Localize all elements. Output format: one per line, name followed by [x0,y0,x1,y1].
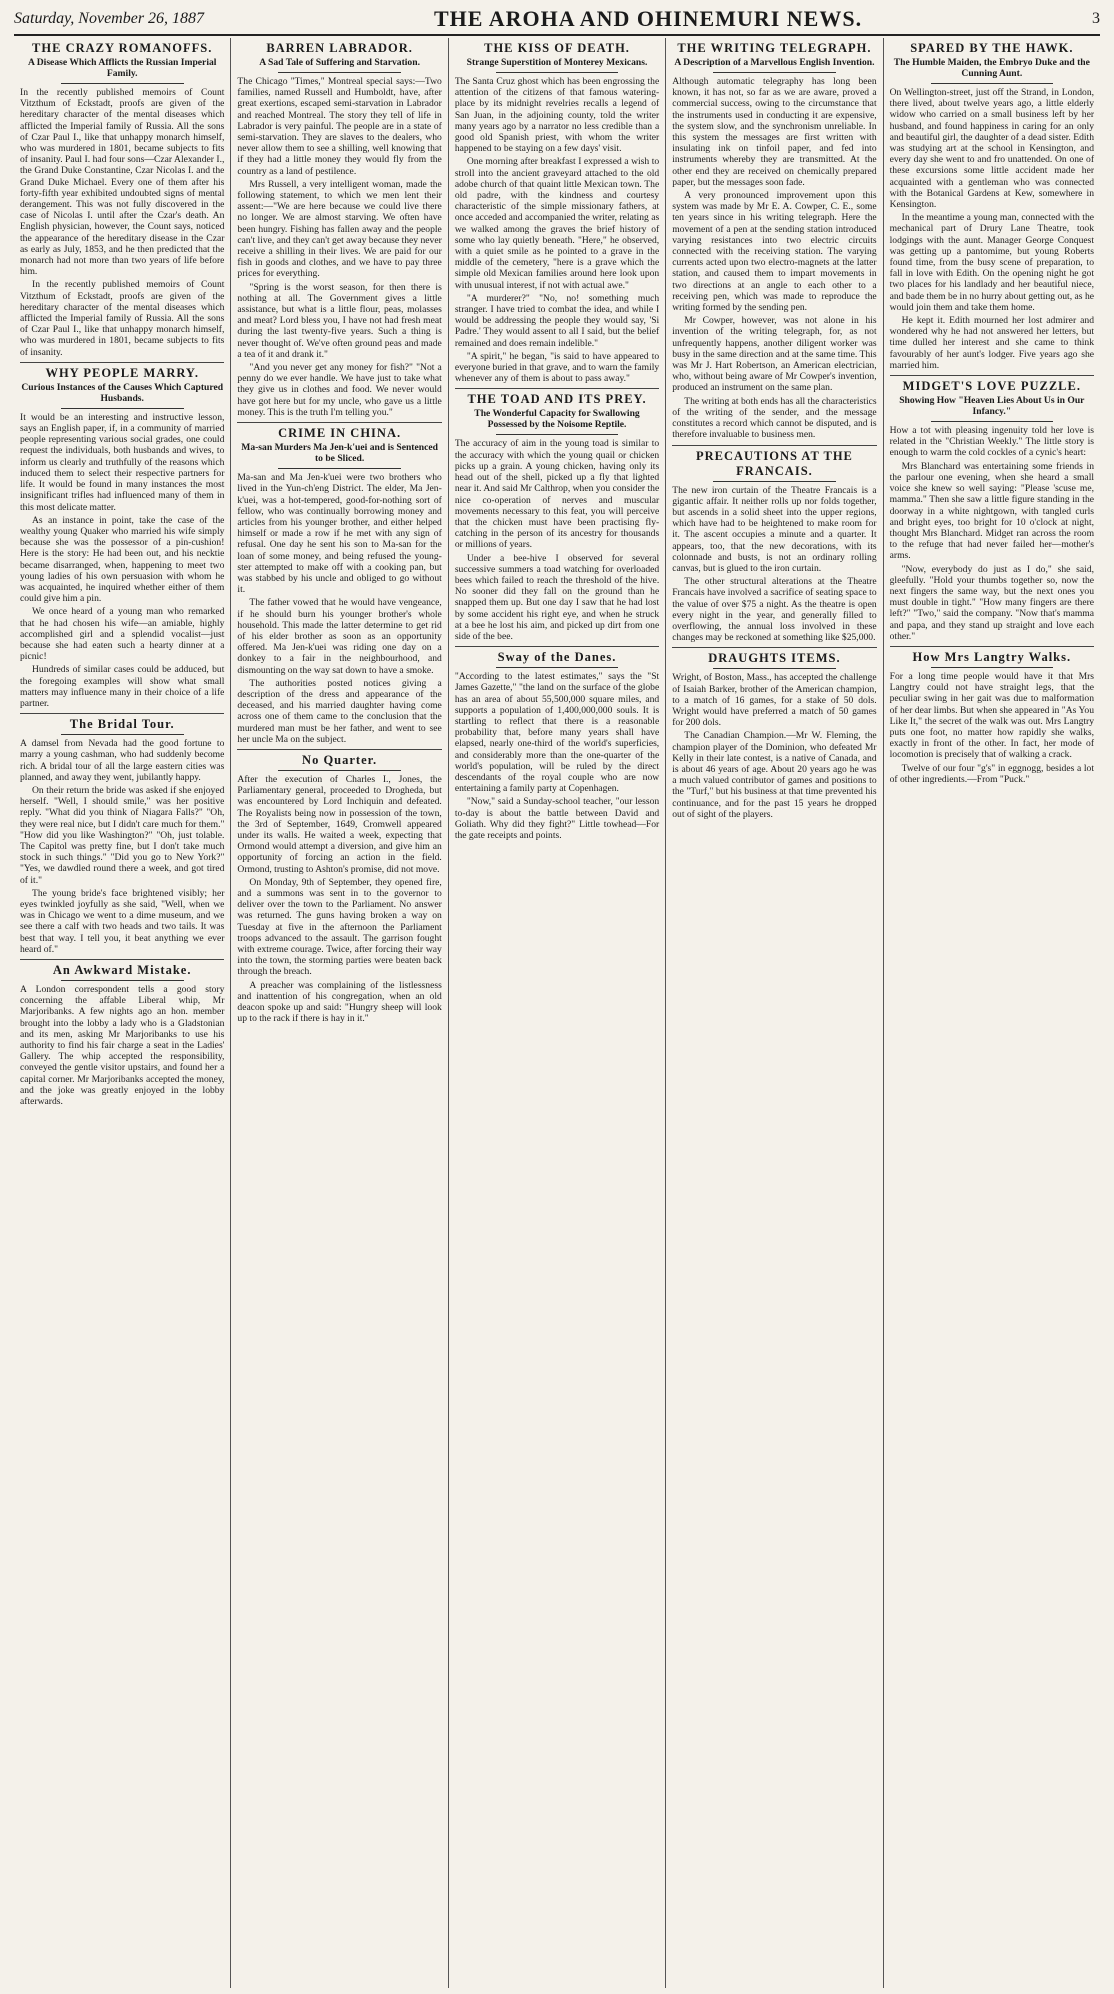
article-subheadline: The Wonderful Capacity for Swallowing Possessed by the Noisome Reptile. [474,408,640,431]
article-headline: THE KISS OF DEATH. [484,41,630,55]
article-paragraph: "According to the latest estimates," says the "St James Gazette," "the land on the surface of the globe has an area of about 55,500,000 square miles, and supports a population of 1,400,000,000 souls. It is startling to reflect that there is a reasonable probability that, before many years shall have elapsed, nearly one-third of the world's superficies, and considerably more than the one-quarter of the world's population, will be ruled by the direct descendants of the royal couple who are now entertaining a family party at Copenhagen. [454,671,660,795]
article-paragraph: In the recently published memoirs of Count Vitzthum of Eckstadt, proofs are given of the hereditary character of the mental diseases which afflicted the Imperial family of Russia. All the sons of Czar Paul I., like that unhappy monarch himself, who was murdered in 1801, became subjects to fits of insanity. [20,279,225,358]
article-separator [890,646,1094,647]
article [672,651,876,820]
article-paragraph: Wright, of Boston, Mass., has accepted the challenge of Isaiah Barker, brother of the American champion, to a match of 16 games, for a stake of 50 dols. Wright would have preferred a match of 50 games for 200 dols. [672,672,877,729]
article-paragraph: The accuracy of aim in the young toad is similar to the accuracy with which the young quail or chicken picks up a grain. A young chicken, having only its head out of the shell, picked up a fly that lighted near it. And said Mr Calthrop, when you consider the nice co-operation of nerves and muscular movements necessary to this feat, you will perceive that the chicken must have been practising fly-catching in the person of its ancestry for thousands or millions of years. [454,438,660,551]
article-paragraph: The young bride's face brightened visibly; her eyes twinkled joyfully as she said, "Well, when we was in Chicago we went to a dime museum, and we see there a calf with two heads and two tails. It was best that way. I tell you, it beat anything we ever heard of." [20,887,225,955]
article [890,379,1094,642]
article-separator [20,713,224,714]
headline-divider [713,72,836,73]
article-headline: An Awkward Mistake. [52,963,192,978]
article-subheadline: The Humble Maiden, the Embryo Duke and the Cunning Aunt. [893,57,1090,79]
article-paragraph: We once heard of a young man who remarked that he had chosen his wife—an amiable, highly accomplished girl and a splendid vocalist—just because she had eaten such a hearty dinner at a picnic! [20,606,225,663]
article [455,41,659,384]
article-paragraph: The Canadian Champion.—Mr W. Fleming, the champion player of the Dominion, who defeated Mr Kelly in their late contest, is a native of Canada, and is about 46 years of age. About 20 years ago he was a much valued contributor of games and positions to the "Turf," but his business at that time prevented his continuance, and for the past 15 years he dropped out of sight of the players. [672,730,877,820]
headline-divider [278,770,401,771]
article-separator [672,445,876,446]
article-subheadline: Showing How "Heaven Lies About Us in Our Infancy." [899,395,1085,418]
article-headline: No Quarter. [302,752,378,767]
article-headline: How Mrs Langtry Walks. [912,649,1072,664]
article-separator [237,422,441,423]
headline-divider [713,481,836,482]
article [237,426,441,745]
article-paragraph: On Monday, 9th of September, they opened fire, and a summons was sent in to the governor to deliver over the town to the Parliament. No answer was returned. The guns having broken a way on Tuesday at five in the afternoon the Parliament troops advanced to the assault. The garrison fought with extreme courage. Twice, after forcing their way into the town, the storming parties were beaten back through the breach. [237,876,442,978]
issue-date: Saturday, November 26, 1887 [14,10,205,27]
article-subheadline: A Sad Tale of Suffering and Starvation. [259,57,420,68]
article-paragraph: Mrs Blanchard was entertaining some friends in the parlour one evening, when she heard a small voice she knew so well saying: "Please 'scuse me, mamma." Then she saw a little figure standing in the doorway in a white nightgown, with tangled curls and bright eyes, too bright for 10 o'clock at night, thought Mrs Blanchard. Midget ran across the room to the refuge that had never failed her—mother's arms. [889,460,1095,562]
headline-divider [496,434,619,435]
article-paragraph: In the recently published memoirs of Count Vitzthum of Eckstadt, proofs are given of the hereditary character of the mental diseases which afflicted the Imperial family of Russia. All the sons of Czar Paul I., like that unhappy monarch himself, who was murdered in 1801, became subjects to fits of insanity. Paul I. had four sons—Czar Alexander I., the Grand Duke Constantine, Czar Nicolas I. and the Grand Duke Michael. Every one of them after his forty-fifth year exhibited undoubted signs of mental derangement. This was not fully discovered in the case of Nicolas I. until after the Czar's death. An English physician, however, the Count says, noticed the appearance of the hereditary disease in the Czar as early as July, 1853, and he then predicted that the monarch had not more than two years of life before him. [20,87,225,278]
article [20,963,224,1107]
column-3 [449,38,666,1988]
article-paragraph: "And you never get any money for fish?" "Not a penny do we ever handle. We have just to take what they give us in clothes and food. We never would have got here but for my uncle, who gave us a little money. This is the truth I'm telling you." [237,362,442,418]
article-headline: SPARED BY THE HAWK. [910,41,1074,55]
article-paragraph: A London correspondent tells a good story concerning the affable Liberal whip, Mr Marjoribanks. A few nights ago an hon. member brought into the lobby a lady who is a Gladstonian and its men, asking Mr Marjoribanks to use his authority to find his fair charge a seat in the Ladies' Gallery. The whip accepted the responsibility, conveyed the gentle visitor upstairs, and found her a capital corner. Mr Marjoribanks accepted the money, and the joke was greatly enjoyed in the lobby afterwards. [20,984,225,1108]
article-paragraph: How a tot with pleasing ingenuity told her love is related in the "Christian Weekly." The little story is enough to warm the cold cockles of a cynic's heart: [889,425,1095,459]
article [455,392,659,642]
article-paragraph: Under a bee-hive I observed for several successive summers a toad watching for overloaded bees which failed to reach the threshold of the hive. No sooner did they fall on the ground than he snapped them up. But one day I saw that he had lost by some accident his right eye, and when he struck at a bee he lost his aim, and picked up dirt from one side of the bee. [454,552,660,642]
article-subheadline: Curious Instances of the Causes Which Captured Husbands. [21,381,224,404]
headline-divider [931,83,1054,84]
article-separator [890,375,1094,376]
article-subheadline: A Disease Which Afflicts the Russian Imperial Family. [27,57,217,79]
article-paragraph: "Now, everybody do just as I do," she said, gleefully. "Hold your thumbs together so, now the next fingers the same way, but the next ones you must double in tight." "How many fingers are there left?" "Two," said the company. "Now that's mamma and papa, and they stand up straight and love each other." [889,563,1095,642]
newspaper-title: THE AROHA AND OHINEMURI NEWS. [433,6,863,31]
article-paragraph: "A murderer?" "No, no! something much stranger. I have tried to combat the idea, and while I would be addressing the people they would say, 'Si Padre.' They would assent to all I said, but the belief remained and does remain indelible." [454,292,660,349]
article-paragraph: Mr Cowper, however, was not alone in his invention of the writing telegraph, for, as not unfrequently happens, another diligent worker was busy in the same direction and at the same time. This was Mr J. Hart Robertson, an American electrician, who, without being aware of Mr Cowper's invention, produced an instrument on the same plan. [672,315,877,394]
article-separator [20,362,224,363]
article-headline: THE WRITING TELEGRAPH. [677,41,872,55]
column-2 [231,38,448,1988]
headline-divider [496,667,619,668]
article-headline: BARREN LABRADOR. [266,41,413,55]
article-paragraph: A preacher was complaining of the listlessness and inattention of his congregation, when an old deacon spoke up and said: "Hungry sheep will look up to the rack if there is hay in it." [237,979,442,1025]
article-paragraph: One morning after breakfast I expressed a wish to stroll into the ancient graveyard attached to the old adobe church of that quaint little Mexican town. The old padre, with the kindness and courtesy characteristic of the simple missionary fathers, at once acceded and accompanied the writer, relating as we walked among the graves the brief history of some who lay quietly beneath. "Here," he observed, with a quiet smile as he pointed to a grave in the middle of the cemetery, "here is a grave which the simple old Mexican families around here look upon with unusual interest, if not with actual awe." [454,156,660,291]
article-headline: THE TOAD AND ITS PREY. [467,392,647,407]
headline-divider [61,734,184,735]
headline-divider [278,72,401,73]
headline-divider [61,408,184,409]
article-paragraph: A very pronounced improvement upon this system was made by Mr E. A. Cowper, C. E., some ten years since in his writing telegraph. Here the movement of a pen at the sending station introduced varying resistances into two electric circuits connected with the receiving station. The varying currents acted upon two electro-magnets at the latter station, and caused them to impart movements in two directions at an angle to each other to a receiving pen, which was made to reproduce the writing formed by the sending pen. [672,190,877,314]
article [455,650,659,841]
article-paragraph: The writing at both ends has all the characteristics of the writing of the sender, and the message constitutes a record which cannot be disputed, and is therefore invaluable to business men. [672,395,877,441]
headline-divider [278,468,401,469]
article [20,366,224,709]
article-paragraph: Ma-san and Ma Jen-k'uei were two brothers who lived in the Yun-ch'eng District. The elder, Ma Jen-k'uei, was a hot-tempered, good-for-nothing sort of fellow, who was continually borrowing money and articles from his younger brother, and either helped himself or made a row if he met with any sign of refusal. One day he sent his son to Ma-san for the loan of some money, and being refused the young-ster attempted to make off with a cooking pan, but was stabbed by his uncle and obliged to go without it. [237,472,442,596]
article-paragraph: In the meantime a young man, connected with the mechanical part of Drury Lane Theatre, took lodgings with the aunt. Manager George Conquest was getting up a pantomime, but young Roberts found time, from the busy scene of preparation, to fall in love with Edith. On the opening night he got two places for his landlady and her beautiful niece, and bade them be in no hurry about getting out, as he would join them and take them home. [889,212,1095,313]
article [20,41,224,358]
article-paragraph: Hundreds of similar cases could be adduced, but the foregoing examples will show what small matters may influence many in their choice of a life partner. [20,664,225,709]
headline-divider [713,668,836,669]
column-5 [884,38,1100,1988]
article-paragraph: The Santa Cruz ghost which has been engrossing the attention of the citizens of that famous watering-place by its midnight revelries recalls a legend of San Juan, in the adjoining county, told the writer many years ago by a narrator no less credible than a good old Spanish priest, with whom the writer happened to be staying on a few days' visit. [454,76,660,155]
article [237,753,441,1024]
headline-divider [496,72,619,73]
article-headline: MIDGET'S LOVE PUZZLE. [902,379,1081,394]
headline-divider [931,421,1054,422]
column-1 [14,38,231,1988]
article-paragraph: Mrs Russell, a very intelligent woman, made the following statement, to which we men lent their assent:—"We are here because we could live there no longer. We are almost starving. We often have been hungry. Fishing has fallen away and the people can't live, and they can't get away because they never receive a shilling in their lives. We are paid for our fish in goods and clothes, and we have to pay three prices for everything. [237,178,442,280]
article-separator [20,959,224,960]
article-paragraph: The new iron curtain of the Theatre Francais is a gigantic affair. It neither rolls up nor folds together, but ascends in a solid sheet into the upper regions, which have had to be heightened to make room for it. The ascent occupies a minute and a quarter. It appears, too, that the new decorations, with its colonnade and busts, is not an ordinary rolling canvas, but is glued to the iron curtain. [672,484,877,574]
article-paragraph: The authorities posted notices giving a description of the dress and appearance of the deceased, and his married daughter having come across one of them came to the conclusion that the murdered man must be her father, and went to see her uncle Ma on the subject. [237,677,442,745]
article-headline: PRECAUTIONS AT THE FRANCAIS. [695,448,853,478]
article [20,717,224,955]
article [672,449,876,644]
article-separator [237,749,441,750]
article-subheadline: Ma-san Murders Ma Jen-k'uei and is Sentenced to be Sliced. [241,442,438,465]
headline-divider [61,980,184,981]
article [237,41,441,418]
article-headline: THE CRAZY ROMANOFFS. [32,41,213,55]
page-number: 3 [1092,10,1100,27]
article-separator [672,647,876,648]
article-paragraph: The other structural alterations at the Theatre Francais have involved a sacrifice of seating space to the value of over $75 a night. As the theatre is open every night in the year, and generally filled to overflowing, the annual loss involved in these changes may be reckoned at something like $25,000. [672,576,877,644]
newspaper-page [14,38,1100,1988]
article-headline: Sway of the Danes. [497,650,617,665]
article-paragraph: "A spirit," he began, "is said to have appeared to everyone buried in that grave, and to warn the family whenever any of them is about to pass away." [454,350,660,385]
article-headline: CRIME IN CHINA. [278,426,402,441]
article-paragraph: After the execution of Charles I., Jones, the Parliamentary general, proceeded to Drogheda, but was encountered by Lord Inchiquin and defeated. The Royalists being now in possession of the town, the 3rd of September, 1649, Cromwell appeared under its walls. He waited a week, expecting that Ormond would attempt a diversion, and give him an opportunity of forcing an action in the field. Ormond, trusting to Ashton's promise, did not move. [237,773,442,875]
article-paragraph: Twelve of our four "g's" in eggnogg, besides a lot of other ingredients.—From "Puck." [889,762,1095,785]
article-separator [455,388,659,389]
article-subheadline: Strange Superstition of Monterey Mexicans. [466,57,648,68]
masthead [14,4,1100,36]
article-paragraph: On their return the bride was asked if she enjoyed herself. "Well, I should smile," was her positive reply. "What did you think of Niagara Falls?" "Oh, they were real nice, but I didn't care much for them." "How did you like Washington?" "Oh, just tolable. The Capitol was pretty fine, but I don't take much stock in such things." "Did you go to New York?" "Yes, we dawdled round there a week, and got tired of it." [20,784,225,886]
article-paragraph: It would be an interesting and instructive lesson, says an English paper, if, in a community of married people representing various social grades, one could request the individuals, both husbands and wives, to inform us clearly and truthfully of the reasons which induced them to select their respective partners for life. It would be found in many instances the most insignificant trifles had influenced many of them in this most delicate matter. [20,411,225,513]
article-headline: WHY PEOPLE MARRY. [45,365,199,380]
column-4 [666,38,883,1988]
article-paragraph: For a long time people would have it that Mrs Langtry could not have straight legs, that the peculiar swing in her gait was due to malformation of her dear limbs. But when she appeared in "As You Like It," the secret of the walk was out. Mrs Langtry puts one foot, no matter how rapidly she walks, exactly in front of the other. In fact, her mode of locomotion is precisely that of walking a crack. [889,670,1095,761]
headline-divider [931,667,1054,668]
article-paragraph: A damsel from Nevada had the good fortune to marry a young cashman, who had suddenly become rich. A bridal tour of all the large eastern cities was planned, and away they went, jubilantly happy. [20,738,225,783]
article-separator [455,646,659,647]
article-paragraph: "Spring is the worst season, for then there is nothing at all. The Government gives a little assistance, but what is a little flour, peas, molasses and meat? Lord bless you, I have not had fresh meat during the last twenty-five years. Such a thing is never thought of. We've often ground peas and made a tea of it and drank it." [237,281,442,360]
article-paragraph: As an instance in point, take the case of the wealthy young Quaker who married his wife simply because she was the possessor of a pin-cushion! Here is the story: He had been out, and his necktie became disarranged, when, happening to meet two young ladies of his own persuasion with whom he was acquainted, he inquired whether either of them could give him a pin. [20,514,225,605]
article-paragraph: "Now," said a Sunday-school teacher, "our lesson to-day is about the battle between David and Goliath. Why did they fight?" Little towhead—For the gate receipts and points. [454,796,660,841]
article-headline: The Bridal Tour. [69,717,175,732]
article-paragraph: He kept it. Edith mourned her lost admirer and wondered why he had not answered her letters, but time dulled her interest and she came to think favourably of her aunt's lodger. Five years ago she married him. [889,315,1095,371]
article [890,41,1094,371]
article-paragraph: The father vowed that he would have vengeance, if he should burn his younger brother's whole household. This made the latter determine to get rid of his elder brother as soon as an opportunity offered. Ma Jen-k'uei was riding one day on a donkey to a fair in the neighbourhood, and dismounting on the way sat down to have a smoke. [237,597,442,676]
article-paragraph: The Chicago "Times," Montreal special says:—Two families, named Russell and Humboldt, have, after great exertions, escaped semi-starvation in Labrador and reached Montreal. The story they tell of life in Labrador is very painful. The people are in a state of semi-starvation. They are slaves to the dealers, who never allow them to see a shilling, well knowing that if they had a little money they would fly from the country as a land of pestilence. [237,76,442,177]
article-headline: DRAUGHTS ITEMS. [708,651,841,666]
article-paragraph: Although automatic telegraphy has long been known, it has not, so far as we are aware, proved a commercial success, owing to the circumstance that the instruments used in conducting it are expensive, the system slow, and the synchronism unreliable. In this system the messages are first written with insulating ink on tinfoil paper, and fed into instruments whereby they are transmitted. At the other end they are received on chemically prepared paper, but the messages soon fade. [672,76,877,188]
article-subheadline: A Description of a Marvellous English Invention. [674,57,875,68]
article-paragraph: On Wellington-street, just off the Strand, in London, there lived, about twelve years ago, a little elderly widow who carried on a small business left by her husband, and found happiness in caring for an only and beautiful girl, the daughter of a dead sister. Edith was studying art at the school in Kensington, and every day she went to and fro unattended. On one of these excursions some little accident made her acquainted with a gentleman who was connected with the Botanical Gardens at Kew, somewhere in Kensington. [889,87,1095,211]
article [890,650,1094,785]
headline-divider [61,83,184,84]
article [672,41,876,441]
